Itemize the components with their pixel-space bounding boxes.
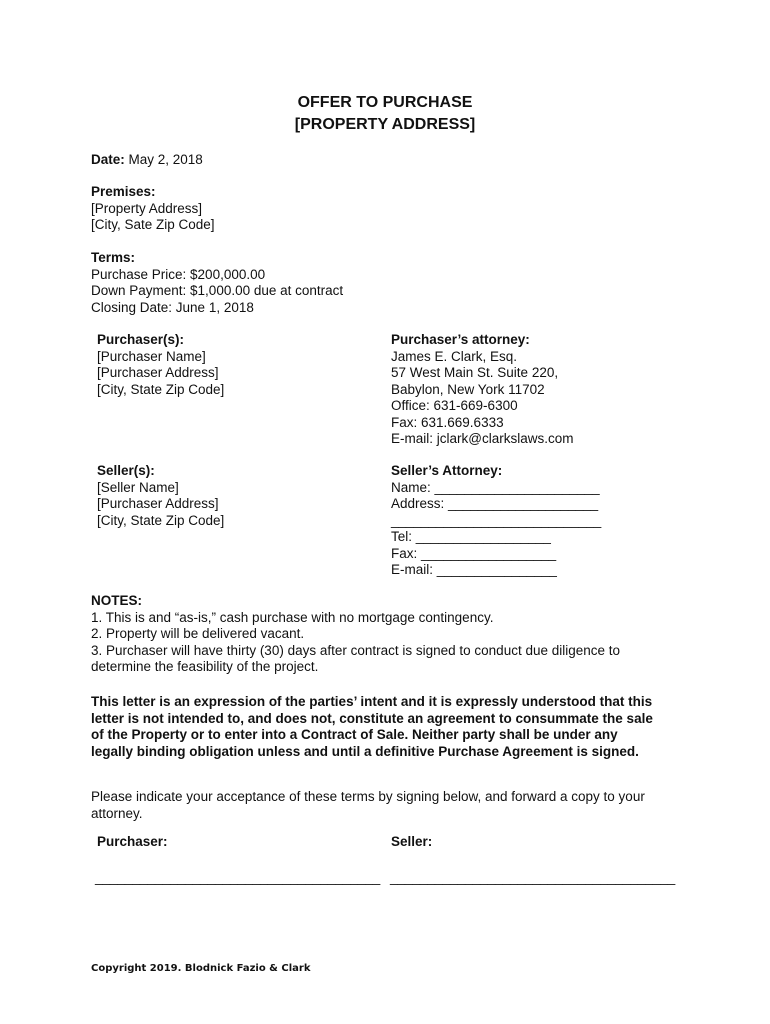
purchaser-address: [Purchaser Address] [97,365,219,380]
note-item: 1. This is and “as-is,” cash purchase with no mortgage contingency. [91,609,494,625]
seller-attorney-address-field[interactable]: Address: ____________________ [391,496,599,511]
disclaimer-line: of the Property or to enter into a Contract of Sale. Neither party shall be under any [91,727,618,742]
seller-address: [Purchaser Address] [97,496,219,511]
purchaser-label: Purchaser(s): [97,332,185,347]
premises-block [91,184,215,234]
document-title: OFFER TO PURCHASE [297,94,473,111]
date-line [91,152,203,169]
disclaimer-paragraph [91,694,681,760]
seller-label: Seller(s): [97,463,155,478]
disclaimer-line: letter is not intended to, and does not, constitute an agreement to consummate the sale [91,710,653,726]
seller-attorney-block [391,463,601,579]
purchaser-attorney-fax: Fax: 631.669.6333 [391,414,504,430]
down-payment: Down Payment: $1,000.00 due at contract [91,283,344,298]
acceptance-line: attorney. [91,805,143,821]
purchaser-signature-line[interactable]: ______________________________________ [95,870,381,885]
seller-attorney-tel-field[interactable]: Tel: __________________ [391,529,551,544]
seller-name: [Seller Name] [97,479,179,495]
purchaser-attorney-office: Office: 631-669-6300 [391,398,518,413]
notes-label: NOTES: [91,593,143,608]
closing-date: Closing Date: June 1, 2018 [91,299,254,315]
terms-label: Terms: [91,250,136,265]
seller-attorney-email-field[interactable]: E-mail: ________________ [391,562,557,577]
note-item: 3. Purchaser will have thirty (30) days after contract is signed to conduct due diligence to [91,642,621,658]
property-address-heading: [PROPERTY ADDRESS] [294,116,476,133]
purchaser-name: [Purchaser Name] [97,348,206,364]
date-value: May 2, 2018 [124,152,203,167]
seller-attorney-label: Seller’s Attorney: [391,463,503,478]
acceptance-paragraph [91,789,645,822]
disclaimer-line: This letter is an expression of the parties’ intent and it is expressly understood that this [91,694,653,709]
purchaser-attorney-label: Purchaser’s attorney: [391,332,530,347]
purchaser-attorney-email: E-mail: jclark@clarkslaws.com [391,431,574,446]
purchaser-attorney-block [391,332,573,448]
seller-attorney-name-field[interactable]: Name: ______________________ [391,479,600,495]
purchase-price: Purchase Price: $200,000.00 [91,266,266,282]
premises-city: [City, Sate Zip Code] [91,217,215,232]
note-item-continued: determine the feasibility of the project. [91,659,319,674]
seller-city: [City, State Zip Code] [97,512,225,528]
copyright-footer: Copyright 2019. Blodnick Fazio & Clark [91,963,311,974]
terms-block [91,250,343,316]
seller-attorney-address2-field[interactable]: ____________________________ [391,512,602,528]
seller-attorney-fax-field[interactable]: Fax: __________________ [391,545,557,561]
date-label: Date: [91,152,125,167]
acceptance-line: Please indicate your acceptance of these terms by signing below, and forward a copy to your [91,789,645,804]
purchaser-attorney-name: James E. Clark, Esq. [391,348,518,364]
purchaser-block [97,332,224,398]
purchaser-attorney-street: 57 West Main St. Suite 220, [391,365,559,380]
purchaser-city: [City, State Zip Code] [97,381,225,397]
notes-block [91,593,620,676]
seller-block [97,463,224,529]
disclaimer-line: legally binding obligation unless and until a definitive Purchase Agreement is signed. [91,743,639,759]
purchaser-signature-label: Purchaser: [97,834,168,849]
seller-signature-label: Seller: [391,834,433,849]
note-item: 2. Property will be delivered vacant. [91,626,305,641]
purchaser-attorney-city: Babylon, New York 11702 [391,381,545,397]
premises-label: Premises: [91,184,156,199]
seller-signature-line[interactable]: ______________________________________ [390,870,676,885]
premises-address: [Property Address] [91,200,203,216]
